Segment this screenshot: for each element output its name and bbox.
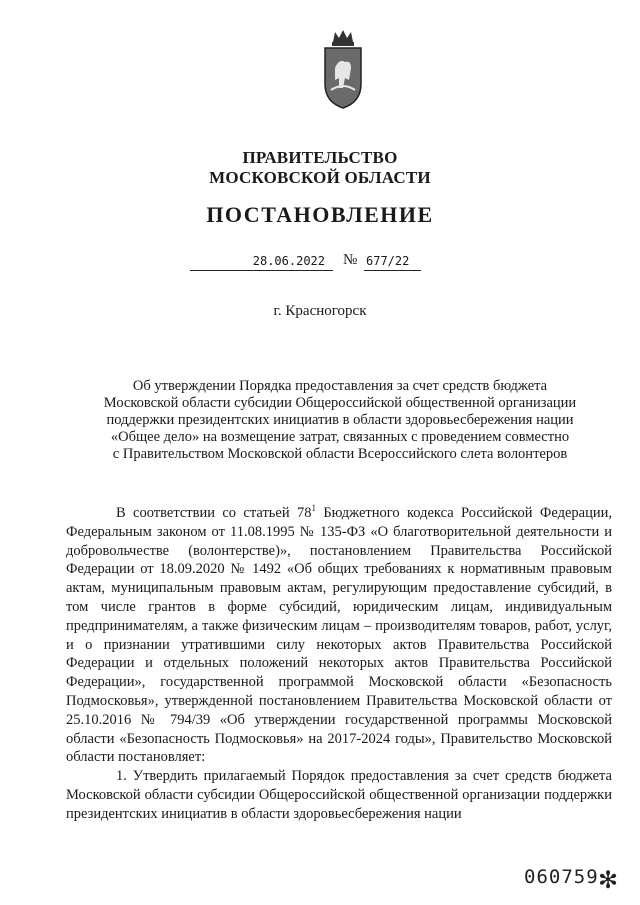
paragraph-1-start: В соответствии со статьей 78 [116,505,312,521]
body-paragraph-2: 1. Утвердить прилагаемый Порядок предоставления за счет средств бюджета Московской области субсидии Общероссийской общественной организации поддержки президентских инициатив в области здоровьесбережения нации [66,768,612,822]
title-line: Московской области субсидии Общероссийской общественной организации [103,395,577,411]
government-line-1: ПРАВИТЕЛЬСТВО [242,148,398,167]
document-body [66,504,612,824]
title-line: Об утверждении Порядка предоставления за счет средств бюджета [132,378,548,394]
registration-stamp-number: 060759 [524,866,599,888]
document-date: 28.06.2022 [190,254,333,271]
title-line: с Правительством Московской области Всероссийского слета волонтеров [112,446,568,462]
document-title [80,378,600,463]
document-type-heading: ПОСТАНОВЛЕНИЕ [206,202,434,227]
article-superscript: 1 [311,503,316,514]
title-line: поддержки президентских инициатив в области здоровьесбережения нации [106,412,574,428]
city-line: г. Красногорск [273,303,367,319]
title-line: «Общее дело» на возмещение затрат, связанных с проведением совместно [110,429,570,445]
document-number: 677/22 [364,254,421,271]
body-paragraph-1 [66,504,612,767]
government-line-2: МОСКОВСКОЙ ОБЛАСТИ [209,168,431,187]
asterisk-mark-icon: ✻ [598,868,619,894]
paragraph-1-rest: Бюджетного кодекса Российской Федерации, Федеральным законом от 11.08.1995 № 135-ФЗ «О благотворительной деятельности и добровольчестве (волонтерстве)», постановлением Правительства Российской Федерации от 18.09.2020 № 1492 «Об общих требованиях к нормативным правовым актам, муниципальным правовым актам, регулирующим предоставление субсидий, в том числе грантов в форме субсидий, юридическим лицам, индивидуальным предпринимателям, а также физическим лицам – производителям товаров, работ, услуг, и о признании утратившими силу некоторых актов Правительства Российской Федерации и отдельных положений некоторых актов Правительства Российской Федерации», государственной программой Московской области «Безопасность Подмосковья», утвержденной постановлением Правительства Московской области от 25.10.2016 № 794/39 «Об утверждении государственной программы Московской области «Безопасность Подмосковья» на 2017-2024 годы», Правительство Московской области постановляет: [66,505,612,766]
coat-of-arms-icon [321,28,365,112]
number-sign: № [343,252,358,268]
